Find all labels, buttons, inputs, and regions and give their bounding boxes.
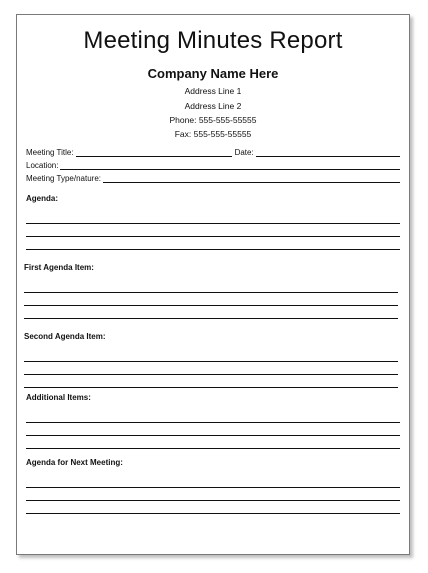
meeting-title-field[interactable]: [76, 147, 232, 157]
meeting-type-field[interactable]: [103, 173, 400, 183]
first-item-line-3[interactable]: [24, 318, 398, 319]
location-label: Location:: [26, 161, 59, 170]
page-title: Meeting Minutes Report: [83, 27, 343, 54]
meeting-type-label: Meeting Type/nature:: [26, 174, 102, 183]
next-meeting-line-2[interactable]: [26, 500, 400, 501]
company-name: Company Name Here: [147, 66, 279, 81]
second-item-line-3[interactable]: [24, 387, 398, 388]
agenda-line-1[interactable]: [26, 223, 400, 224]
additional-line-2[interactable]: [26, 435, 400, 436]
meeting-title-row: [26, 145, 400, 157]
next-meeting-line-1[interactable]: [26, 487, 400, 488]
document-page: [16, 14, 410, 555]
next-meeting-line-3[interactable]: [26, 513, 400, 514]
additional-line-1[interactable]: [26, 422, 400, 423]
location-field[interactable]: [60, 160, 400, 170]
additional-line-3[interactable]: [26, 448, 400, 449]
second-agenda-item-label: Second Agenda Item:: [24, 332, 106, 341]
date-field[interactable]: [256, 147, 400, 157]
meeting-title-label: Meeting Title:: [26, 148, 74, 157]
first-item-line-1[interactable]: [24, 292, 398, 293]
agenda-line-3[interactable]: [26, 249, 400, 250]
additional-items-label: Additional Items:: [26, 393, 91, 402]
agenda-line-2[interactable]: [26, 236, 400, 237]
first-item-line-2[interactable]: [24, 305, 398, 306]
fax-line: Fax: 555-555-55555: [174, 129, 252, 139]
second-item-line-2[interactable]: [24, 374, 398, 375]
date-label: Date:: [234, 148, 254, 157]
agenda-label: Agenda:: [26, 194, 58, 203]
phone-line: Phone: 555-555-55555: [169, 115, 257, 125]
location-row: [26, 158, 400, 170]
address-line-2: Address Line 2: [184, 101, 242, 111]
meeting-type-row: [26, 171, 400, 183]
first-agenda-item-label: First Agenda Item:: [24, 263, 94, 272]
second-item-line-1[interactable]: [24, 361, 398, 362]
next-meeting-label: Agenda for Next Meeting:: [26, 458, 123, 467]
address-line-1: Address Line 1: [184, 86, 242, 96]
